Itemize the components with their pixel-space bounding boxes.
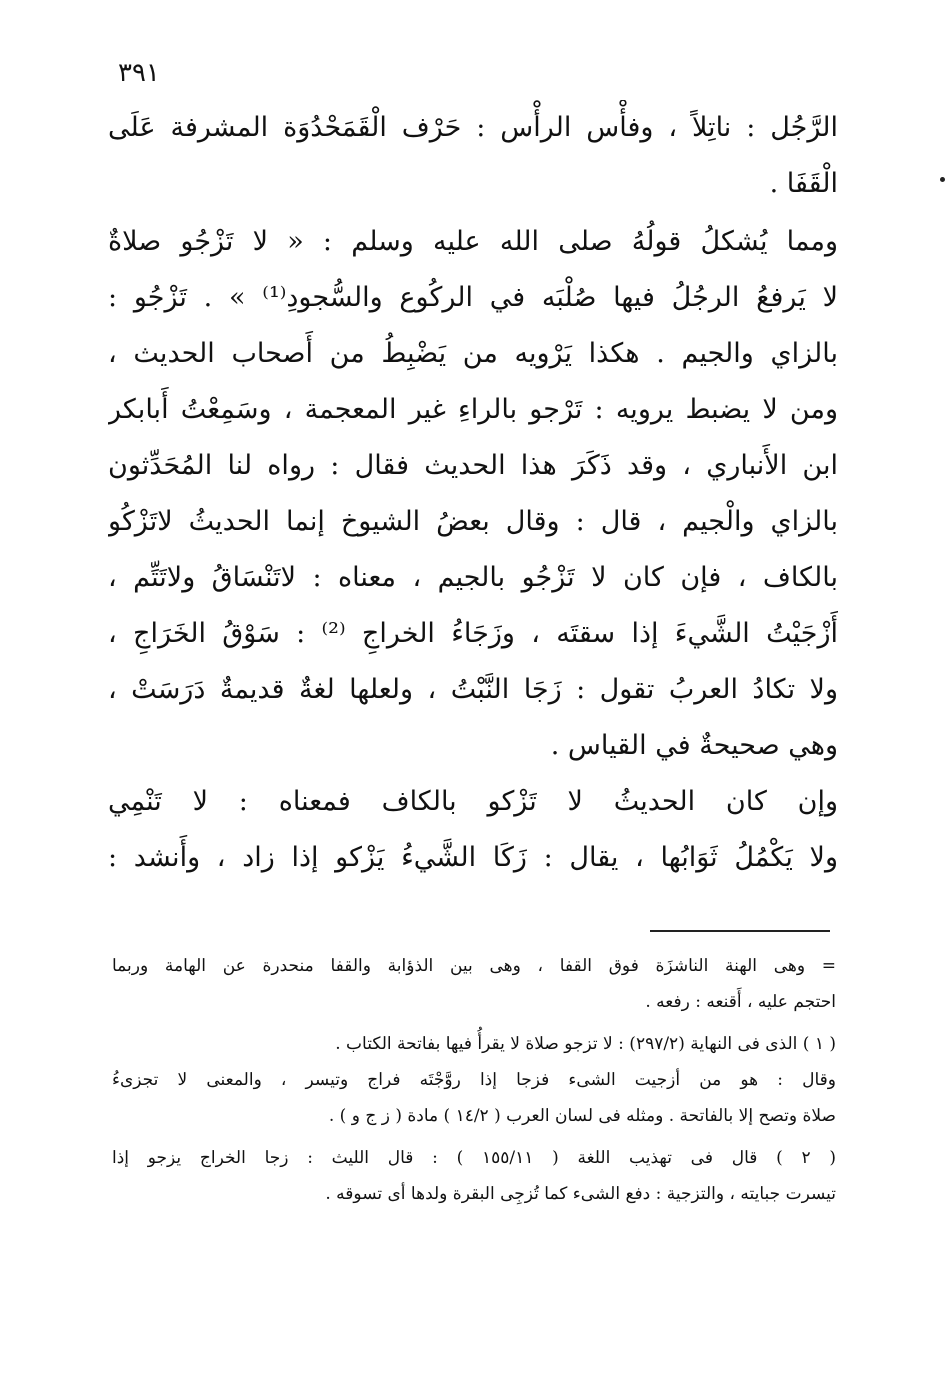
main-text bbox=[108, 100, 838, 886]
page-number: ٣٩١ bbox=[118, 58, 160, 88]
footnote-line: ( ١ ) الذى فى النهاية (٢٩٧/٢) : لا تزجو صلاة لا يقرأُ فيها بفاتحة الكتاب . bbox=[335, 1034, 836, 1054]
text-line: وهي صحيحةٌ في القياس . bbox=[550, 730, 838, 761]
footnotes bbox=[112, 948, 836, 1212]
text-line: أَزْجَيْتُ الشَّيءَ إذا سقتَه ، وزَجَاءُ الخراجِ ⁽²⁾ : سَوْقُ الخَرَاجِ ، bbox=[108, 618, 838, 649]
margin-mark bbox=[940, 177, 945, 182]
footnote-line: تيسرت جبايته ، والتزجية : دفع الشىء كما تُزجِى البقرة ولدها أى تسوقه . bbox=[325, 1184, 836, 1204]
text-line: ومن لا يضبط يرويه : تَرْجو بالراءِ غير المعجمة ، وسَمِعْتُ أَبابكر bbox=[108, 394, 838, 425]
text-line: الرَّجُل : ناتِلاً ، وفأْس الرأْس : حَرْف الْقَمَحْدُوَة المشرفة عَلَى bbox=[108, 112, 838, 143]
text-line: لا يَرفعُ الرجُلُ فيها صُلْبَه في الركُوع والسُّجودِ⁽¹⁾ » . تَزْجُو : bbox=[108, 282, 838, 313]
text-line: بالزاي والْجيم ، قال : وقال بعضُ الشيوخ إنما الحديثُ لاتَزْكُو bbox=[108, 506, 838, 537]
text-line: ولا تكادُ العربُ تقول : زَجَا النَّبْتُ ، ولعلها لغةٌ قديمةٌ دَرَسَتْ ، bbox=[108, 674, 838, 705]
text-line: ولا يَكْمُلُ ثَوَابُها ، يقال : زَكَا الشَّيءُ يَزْكو إذا زاد ، وأَنشد : bbox=[108, 842, 838, 873]
text-line: وإن كان الحديثُ لا تَزْكو بالكاف فمعناه : لا تَنْمِي bbox=[108, 786, 838, 817]
footnote-line: صلاة وتصح إلا بالفاتحة . ومثله فى لسان العرب ( ١٤/٢ ) مادة ( ز ج و ) . bbox=[328, 1106, 836, 1126]
text-line: بالزاي والجيم . هكذا يَرْويه من يَضْبِطُ من أَصحاب الحديث ، bbox=[108, 338, 838, 369]
text-line: ومما يُشكلُ قولُهُ صلى الله عليه وسلم : « لا تَزْجُو صلاةٌ bbox=[108, 226, 838, 257]
footnote-line: احتجم عليه ، أَقنعه : رفعه . bbox=[645, 992, 836, 1012]
text-line: ابن الأَنباري ، وقد ذَكَرَ هذا الحديث فقال : رواه لنا المُحَدِّثون bbox=[108, 450, 838, 481]
text-line: الْقَفَا . bbox=[769, 168, 838, 199]
footnote-line: ( ٢ ) قال فى تهذيب اللغة ( ١٥٥/١١ ) : قال الليث : زجا الخراج يزجو إذا bbox=[112, 1148, 836, 1168]
text-line: بالكاف ، فإن كان لا تَزْجُو بالجيم ، معناه : لاتَنْسَاقُ ولاتَتِّم ، bbox=[108, 562, 838, 593]
footnote-line: وقال : هو من أزجيت الشىء فزجا إذا روَّجْتَه فراج وتيسر ، والمعنى لا تجزىءُ bbox=[112, 1070, 836, 1090]
footnote-line: = وهى الهنة الناشزَة فوق القفا ، وهى بين الذؤابة والقفا منحدرة عن الهامة وربما bbox=[112, 956, 836, 976]
footnote-separator bbox=[650, 930, 830, 932]
